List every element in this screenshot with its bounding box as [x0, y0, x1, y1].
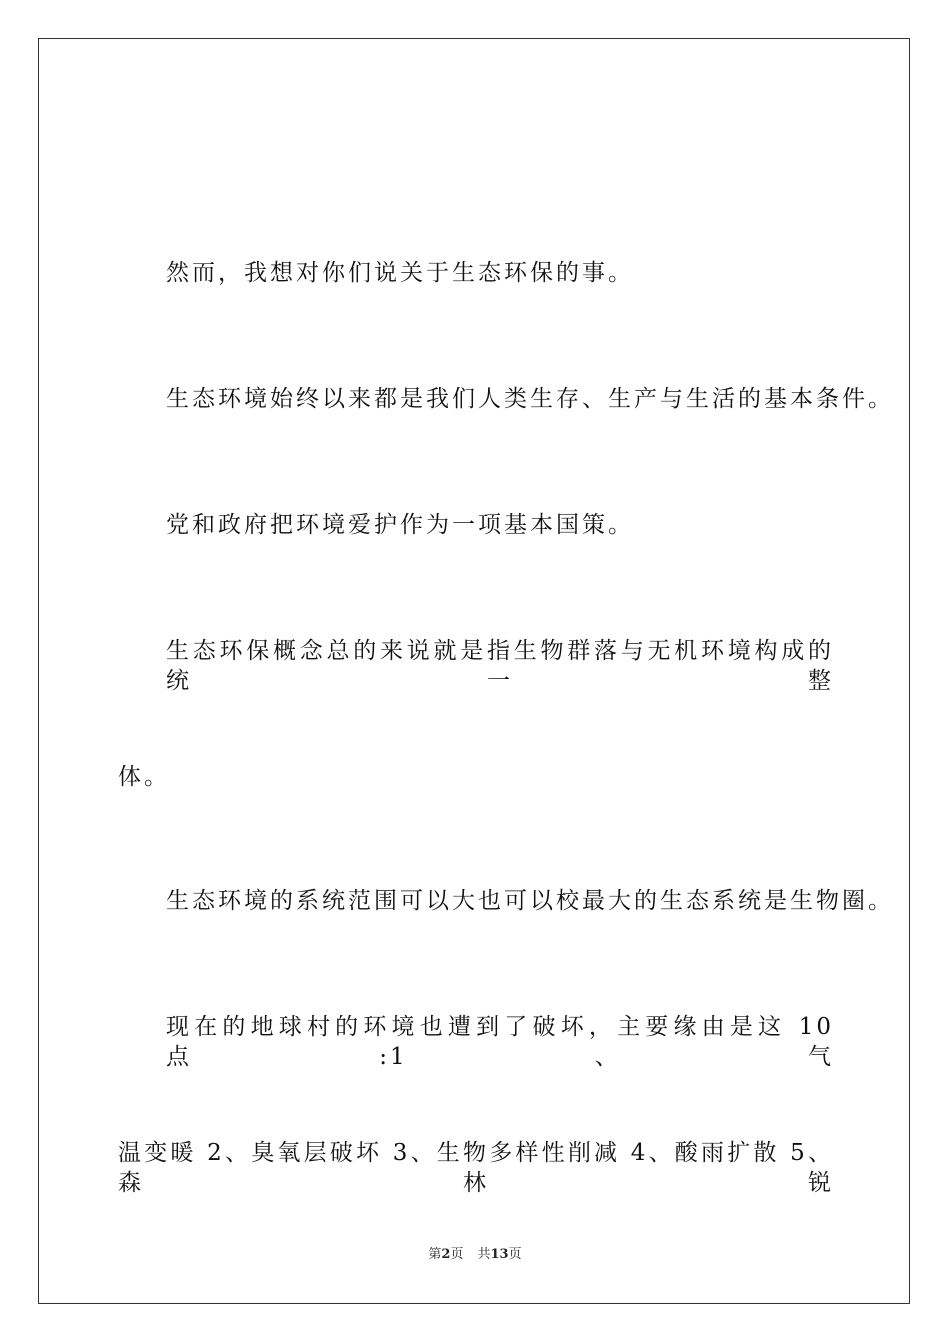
- text-line: 然而，我想对你们说关于生态环保的事。: [166, 260, 634, 286]
- page-total-prefix: 共: [477, 1247, 491, 1262]
- text-line: 生态环境的系统范围可以大也可以校最大的生态系统是生物圈。: [166, 888, 894, 914]
- page-footer: [0, 1246, 950, 1264]
- page-number-current: 2: [441, 1247, 451, 1262]
- text-line: 体。: [118, 764, 170, 790]
- text-line: 温变暖 2、臭氧层破坏 3、生物多样性削减 4、酸雨扩散 5、森林锐: [118, 1140, 834, 1196]
- page-number-prefix: 第: [428, 1247, 442, 1262]
- text-line: 生态环保概念总的来说就是指生物群落与无机环境构成的统一整: [166, 638, 834, 694]
- text-line: 党和政府把环境爱护作为一项基本国策。: [166, 512, 634, 538]
- page-number-suffix: 页: [450, 1247, 464, 1262]
- text-line: 生态环境始终以来都是我们人类生存、生产与生活的基本条件。: [166, 386, 894, 412]
- page-total: 13: [490, 1247, 509, 1262]
- page-total-suffix: 页: [508, 1247, 522, 1262]
- text-line: 现在的地球村的环境也遭到了破坏，主要缘由是这 10 点:1、气: [166, 1014, 834, 1070]
